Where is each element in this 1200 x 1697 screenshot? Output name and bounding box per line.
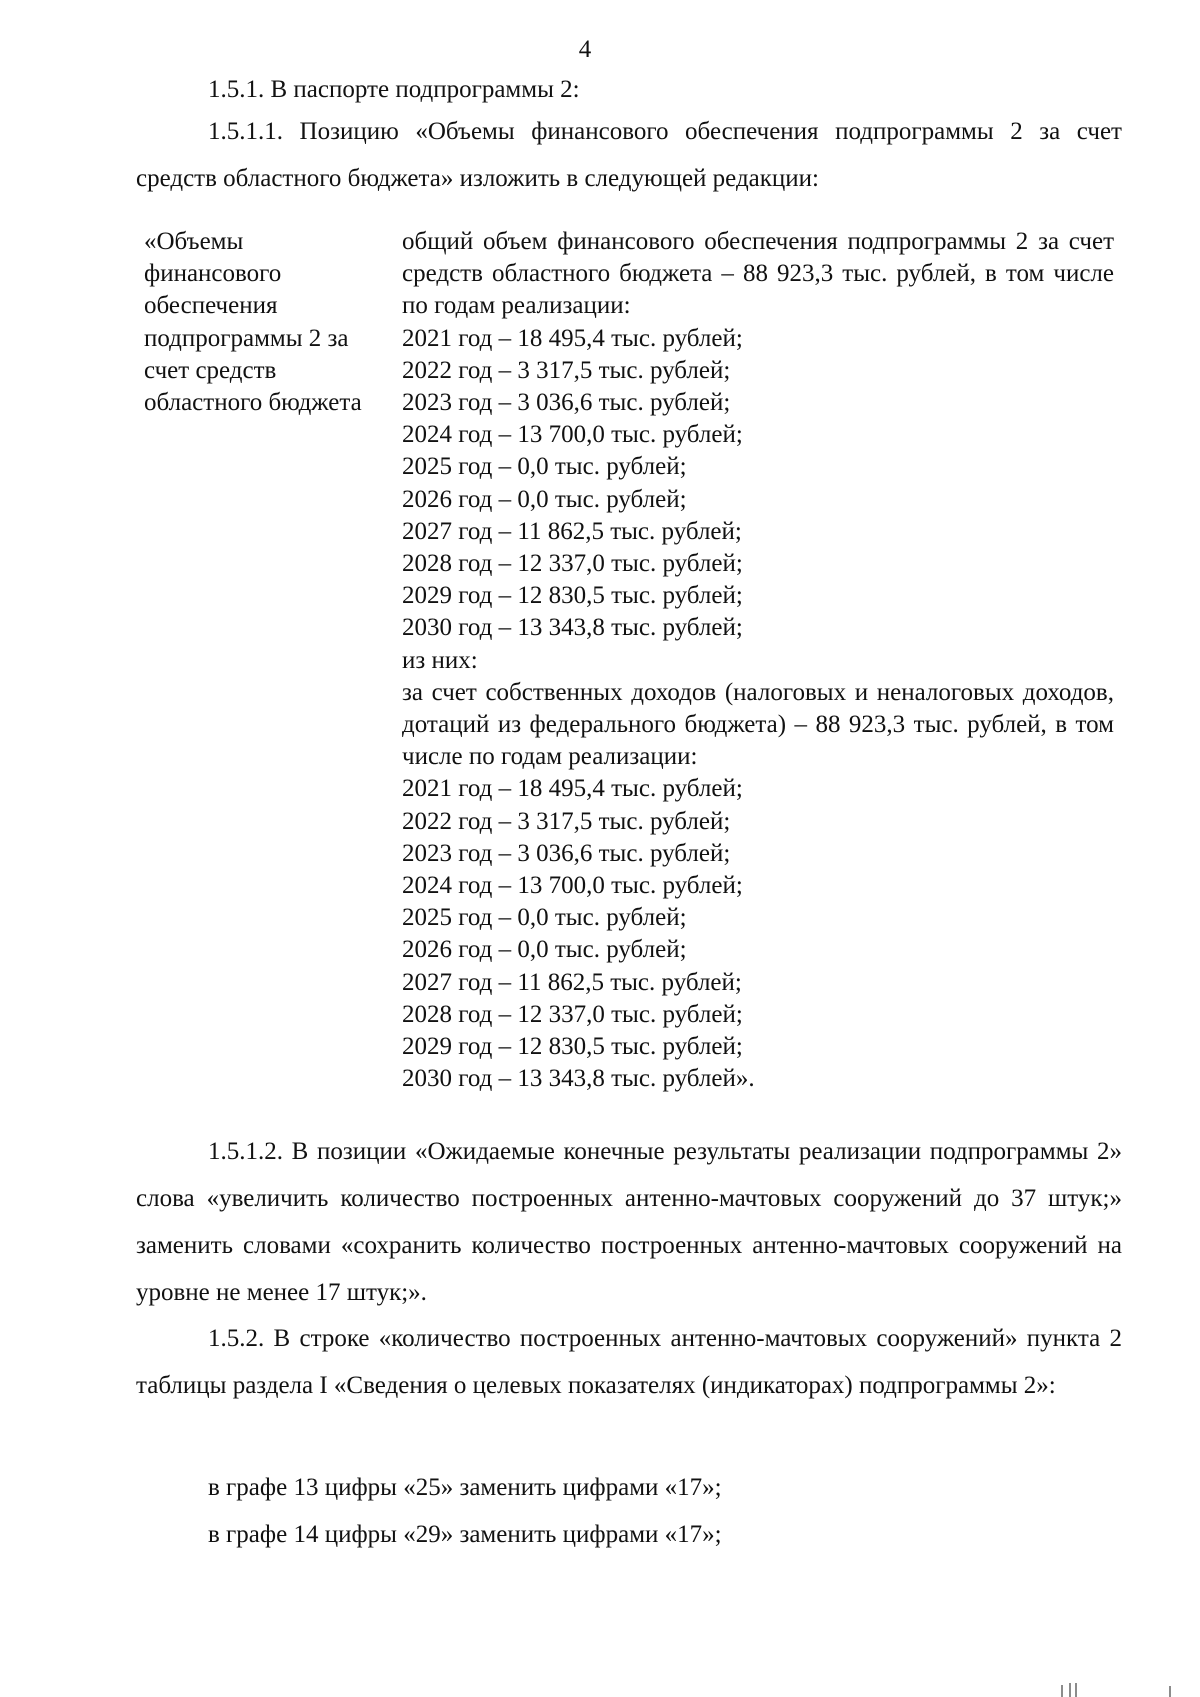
year-line: 2027 год – 11 862,5 тыс. рублей; (402, 517, 742, 545)
column-14-instruction: в графе 14 цифры «29» заменить цифрами «17»; (208, 1521, 722, 1548)
year-line: 2021 год – 18 495,4 тыс. рублей; (402, 324, 743, 352)
page-number: 4 (578, 36, 592, 63)
year-line: 2024 год – 13 700,0 тыс. рублей; (402, 872, 743, 900)
year-line: 2024 год – 13 700,0 тыс. рублей; (402, 421, 743, 449)
year-line: 2026 год – 0,0 тыс. рублей; (402, 485, 687, 513)
scan-edge-marks (1060, 1680, 1180, 1697)
passport-total-text: общий объем финансового обеспечения подпрограммы 2 за счет средств областного бюджета – 88 923,3 тыс. рублей, в том числе по годам реализации: (402, 228, 1114, 320)
year-line: 2028 год – 12 337,0 тыс. рублей; (402, 550, 743, 578)
year-line: 2029 год – 12 830,5 тыс. рублей; (402, 582, 743, 610)
year-line: 2030 год – 13 343,8 тыс. рублей; (402, 614, 743, 642)
column-13-instruction: в графе 13 цифры «25» заменить цифрами «17»; (208, 1474, 722, 1501)
year-line: 2029 год – 12 830,5 тыс. рублей; (402, 1033, 743, 1061)
year-line: 2022 год – 3 317,5 тыс. рублей; (402, 807, 731, 835)
year-line: 2023 год – 3 036,6 тыс. рублей; (402, 839, 731, 867)
year-line: 2025 год – 0,0 тыс. рублей; (402, 904, 687, 932)
of-them-label: из них: (402, 646, 478, 674)
section-1-5-1-heading: 1.5.1. В паспорте подпрограммы 2: (208, 76, 580, 103)
section-1-5-1-2-text: 1.5.1.2. В позиции «Ожидаемые конечные результаты реализации подпрограммы 2» слова «увеличить количество построенных антенно-мачтовых сооружений до 37 штук;» заменить словами «сохранить количество построенных антенно-мачтовых сооружений на уровне не менее 17 штук;». (136, 1138, 1122, 1306)
year-line: 2023 год – 3 036,6 тыс. рублей; (402, 389, 731, 417)
year-line: 2026 год – 0,0 тыс. рублей; (402, 936, 687, 964)
year-line: 2021 год – 18 495,4 тыс. рублей; (402, 775, 743, 803)
passport-position-label: «Объемы финансового обеспечения подпрограммы 2 за счет средств областного бюджета (144, 228, 362, 417)
passport-position-value (402, 226, 1114, 1095)
year-line: 2022 год – 3 317,5 тыс. рублей; (402, 356, 731, 384)
year-line: 2027 год – 11 862,5 тыс. рублей; (402, 968, 742, 996)
year-line: 2028 год – 12 337,0 тыс. рублей; (402, 1000, 743, 1028)
section-1-5-1-1-text: 1.5.1.1. Позицию «Объемы финансового обеспечения подпрограммы 2 за счет средств областного бюджета» изложить в следующей редакции: (136, 118, 1122, 192)
section-1-5-2-text: 1.5.2. В строке «количество построенных антенно-мачтовых сооружений» пункта 2 таблицы раздела I «Сведения о целевых показателях (индикаторах) подпрограммы 2»: (136, 1325, 1122, 1399)
year-line: 2025 год – 0,0 тыс. рублей; (402, 453, 687, 481)
year-line: 2030 год – 13 343,8 тыс. рублей». (402, 1065, 755, 1093)
own-income-text: за счет собственных доходов (налоговых и неналоговых доходов, дотаций из федерального бюджета) – 88 923,3 тыс. рублей, в том числе по годам реализации: (402, 678, 1114, 771)
